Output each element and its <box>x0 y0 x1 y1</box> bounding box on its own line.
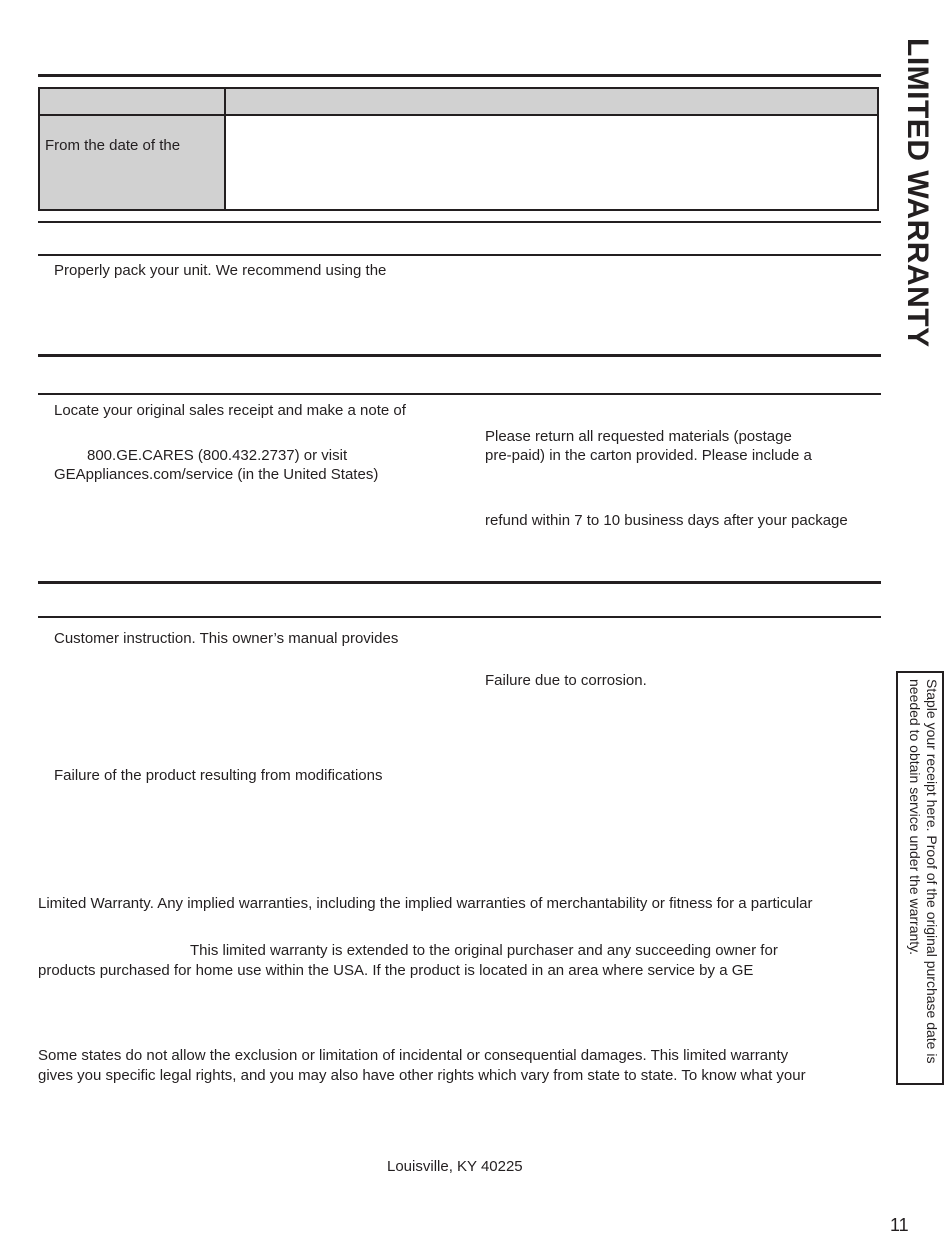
section-rule <box>38 254 881 256</box>
legal-paragraph: products purchased for home use within the USA. If the product is located in an area where service by a GE <box>38 962 754 979</box>
return-step-1: Locate your original sales receipt and make a note of <box>54 402 406 419</box>
section-rule <box>38 221 881 223</box>
legal-paragraph: Limited Warranty. Any implied warranties, including the implied warranties of merchantability or fitness for a particular <box>38 895 813 912</box>
return-right-line-3: refund within 7 to 10 business days after your package <box>485 512 848 529</box>
section-rule <box>38 354 881 357</box>
warranty-table <box>38 87 879 211</box>
legal-paragraph: Some states do not allow the exclusion or limitation of incidental or consequential damages. This limited warranty <box>38 1047 789 1064</box>
warrantor-address: Louisville, KY 40225 <box>387 1158 523 1175</box>
table-header-row <box>40 89 877 116</box>
return-right-line-1: Please return all requested materials (postage <box>485 428 792 445</box>
exclusion-item: Customer instruction. This owner’s manual provides <box>54 630 399 647</box>
section-rule <box>38 393 881 395</box>
page-number: 11 <box>890 1215 909 1235</box>
exclusion-item: Failure due to corrosion. <box>485 672 647 689</box>
return-step-2-phone: 800.GE.CARES (800.432.2737) or visit <box>87 447 348 464</box>
table-cell-text: From the date of the <box>45 137 181 154</box>
receipt-staple-box <box>896 671 944 1085</box>
staple-note <box>902 679 940 1079</box>
staple-note-line-2: is needed to obtain service under the warranty. <box>907 679 940 1064</box>
side-title: LIMITED WARRANTY <box>901 38 934 348</box>
legal-paragraph: gives you specific legal rights, and you may also have other rights which vary from state to state. To know what your <box>38 1067 806 1084</box>
staple-note-line-1: Staple your receipt here. Proof of the original purchase date <box>924 679 940 1050</box>
top-rule <box>38 74 881 77</box>
pack-instruction: Properly pack your unit. We recommend using the <box>54 262 387 279</box>
return-right-line-2: pre-paid) in the carton provided. Please include a <box>485 447 812 464</box>
return-step-2-web: GEAppliances.com/service (in the United States) <box>54 466 379 483</box>
section-rule <box>38 581 881 584</box>
section-rule <box>38 616 881 618</box>
legal-paragraph: This limited warranty is extended to the original purchaser and any succeeding owner for <box>190 942 778 959</box>
table-column-divider <box>224 89 226 209</box>
exclusion-item: Failure of the product resulting from modifications <box>54 767 383 784</box>
table-left-column <box>40 116 225 209</box>
